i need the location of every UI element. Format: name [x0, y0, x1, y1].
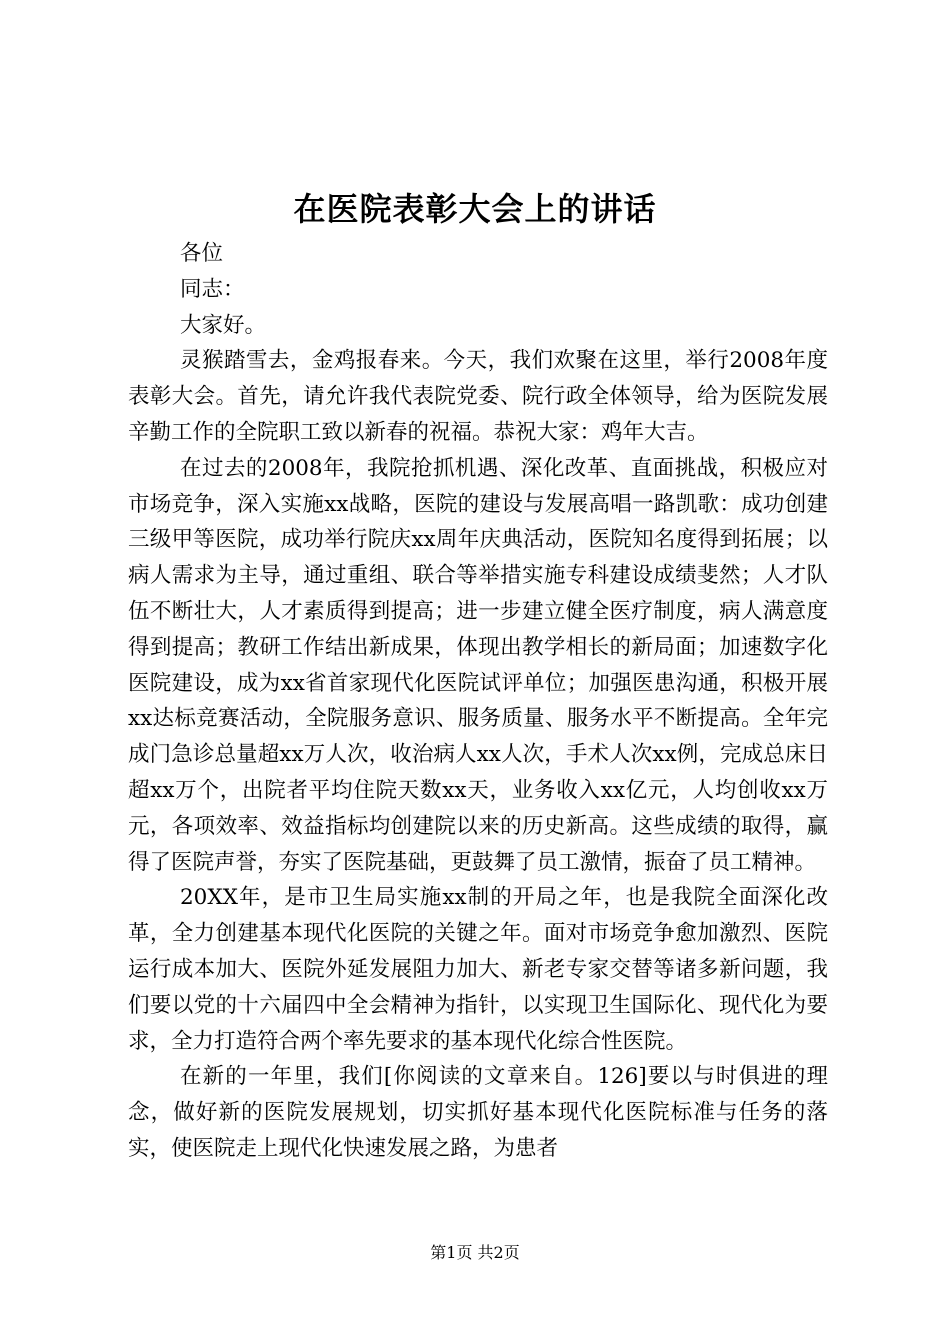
greeting-line: 同志：	[180, 276, 245, 302]
body-paragraph: 20XX年，是市卫生局实施xx制的开局之年，也是我院全面深化改革，全力创建基本现代化医院的关键之年。面对市场竞争愈加激烈、医院运行成本加大、医院外延发展阻力加大、新老专家交替等诸多新问题，我们要以党的十六届四中全会精神为指针，以实现卫生国际化、现代化为要求，全力打造符合两个率先要求的基本现代化综合性医院。	[128, 885, 828, 1054]
greeting-line: 各位	[180, 241, 224, 266]
document-body	[128, 236, 828, 1167]
body-paragraph: 灵猴踏雪去，金鸡报春来。今天，我们欢聚在这里，举行2008年度表彰大会。首先，请允许我代表院党委、院行政全体领导，给为医院发展辛勤工作的全院职工致以新春的祝福。恭祝大家：鸡年大吉。	[128, 348, 828, 445]
page-number-footer: 第1页 共2页	[430, 1243, 520, 1262]
greeting-line: 大家好。	[180, 312, 267, 338]
document-title: 在医院表彰大会上的讲话	[293, 190, 657, 228]
body-paragraph: 在过去的2008年，我院抢抓机遇、深化改革、直面挑战，积极应对市场竞争，深入实施xx战略，医院的建设与发展高唱一路凯歌：成功创建三级甲等医院，成功举行院庆xx周年庆典活动，医院知名度得到拓展；以病人需求为主导，通过重组、联合等举措实施专科建设成绩斐然；人才队伍不断壮大，人才素质得到提高；进一步建立健全医疗制度，病人满意度得到提高；教研工作结出新成果，体现出教学相长的新局面；加速数字化医院建设，成为xx省首家现代化医院试评单位；加强医患沟通，积极开展xx达标竞赛活动，全院服务意识、服务质量、服务水平不断提高。全年完成门急诊总量超xx万人次，收治病人xx人次，手术人次xx例，完成总床日超xx万个，出院者平均住院天数xx天，业务收入xx亿元，人均创收xx万元，各项效率、效益指标均创建院以来的历史新高。这些成绩的取得，赢得了医院声誉，夯实了医院基础，更鼓舞了员工激情，振奋了员工精神。	[128, 455, 828, 875]
body-paragraph: 在新的一年里，我们[你阅读的文章来自。126]要以与时俱进的理念，做好新的医院发展规划，切实抓好基本现代化医院标准与任务的落实，使医院走上现代化快速发展之路，为患者	[128, 1064, 828, 1161]
